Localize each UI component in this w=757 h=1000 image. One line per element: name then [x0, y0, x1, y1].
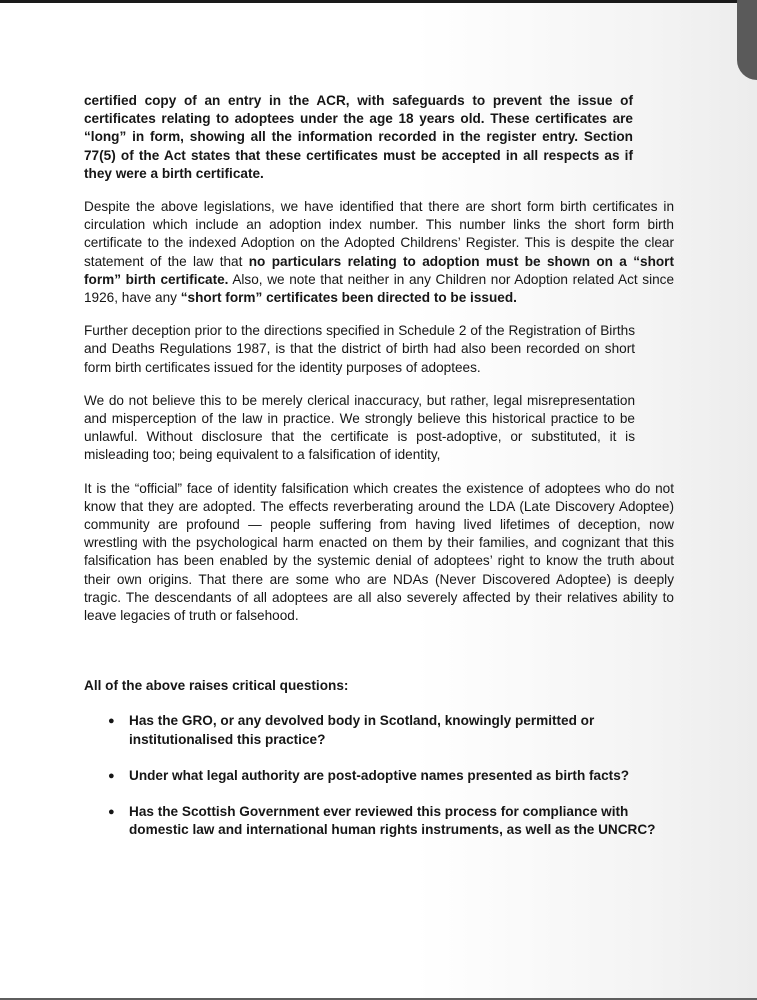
question-item — [84, 712, 674, 748]
paragraph-legal-misrepresentation: We do not believe this to be merely clerical inaccuracy, but rather, legal misrepresentation and misperception of the law in practice. We strongly believe this historical practice to be unlawful. Without disclosure that the certificate is post-adoptive, or substituted, it is misleading too; being equivalent to a falsification of identity, — [84, 392, 635, 463]
question-text: Under what legal authority are post-adoptive names presented as birth facts? — [129, 767, 630, 783]
page-corner-tab — [737, 0, 757, 80]
question-text: Has the Scottish Government ever reviewed this process for compliance with domestic law and international human rights instruments, as well as the UNCRC? — [129, 804, 656, 838]
bullet-icon: ● — [108, 715, 115, 728]
paragraph-text: Also, we note that neither in any Children nor Adoption related Act since 1926, have any — [84, 271, 675, 306]
page-top-edge — [0, 0, 757, 3]
questions-heading: All of the above raises critical questions: — [84, 678, 349, 694]
bullet-icon: ● — [108, 806, 115, 819]
paragraph-short-form-certificates — [84, 198, 674, 307]
question-text: Has the GRO, or any devolved body in Scotland, knowingly permitted or institutionalised this practice? — [129, 713, 595, 747]
paragraph-bold-text: no particulars relating to adoption must be shown on a “short form” birth certificate. — [84, 253, 674, 287]
question-item — [84, 767, 674, 785]
paragraph-further-deception: Further deception prior to the directions specified in Schedule 2 of the Registration of Births and Deaths Regulations 1987, is that the district of birth had also been recorded on short form birth certificates issued for the identity purposes of adoptees. — [84, 323, 635, 375]
bullet-icon: ● — [108, 769, 115, 782]
document-page — [84, 92, 674, 858]
questions-list — [84, 712, 674, 839]
paragraph-acr-certificates: certified copy of an entry in the ACR, with safeguards to prevent the issue of certificates relating to adoptees under the age 18 years old. These certificates are “long” in form, showing all the information recorded in the register entry. Section 77(5) of the Act states that these certificates must be accepted in all respects as if they were a birth certificate. — [84, 93, 633, 181]
question-item — [84, 803, 674, 839]
paragraph-bold-text: “short form” certificates been directed to be issued. — [180, 290, 517, 306]
paragraph-text: Despite the above legislations, we have identified that there are short form birth certificates in circulation which include an adoption index number. This number links the short form birth certificate to the indexed Adoption on the Adopted Childrens’ Register. This is despite the clear statement of the law that — [84, 199, 674, 269]
paragraph-identity-falsification: It is the “official” face of identity falsification which creates the existence of adoptees who do not know that they are adopted. The effects reverberating around the LDA (Late Discovery Adoptee) community are profound — people suffering from having lived lifetimes of deception, now wrestling with the psychological harm enacted on them by their families, and cognizant that this falsification has been enabled by the systemic denial of adoptees’ right to know the truth about their own origins. That there are some who are NDAs (Never Discovered Adoptee) is deeply tragic. The descendants of all adoptees are all also severely affected by their relatives ability to leave legacies of truth or falsehood. — [84, 480, 674, 624]
